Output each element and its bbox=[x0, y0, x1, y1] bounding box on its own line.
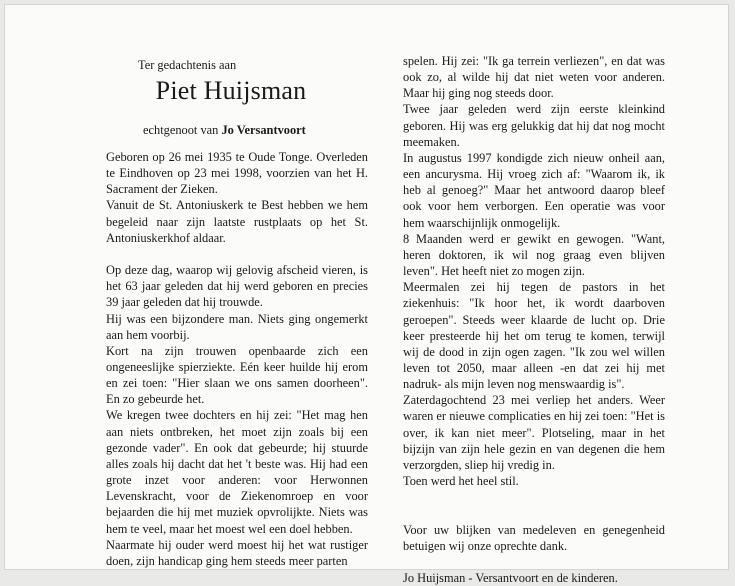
paragraph-thanks: Voor uw blijken van medeleven en genegenheid betuigen wij onze oprechte dank. bbox=[403, 522, 665, 553]
right-column bbox=[403, 53, 665, 586]
paragraph-illness: Kort na zijn trouwen openbaarde zich een ongeneeslijke spierziekte. Eén keer huilde hij erom en zei toen: "Hier slaan we ons samen doorheen". En zo gebeurde het. bbox=[106, 343, 368, 407]
paragraph-months: 8 Maanden werd er gewikt en gewogen. "Want, heren doktoren, ik wil nog graag even blijven leven". Het heeft niet zo mogen zijn. bbox=[403, 231, 665, 279]
spacer bbox=[403, 554, 665, 570]
paragraph-saturday: Zaterdagochtend 23 mei verliep het anders. Weer waren er nieuwe complicaties en hij zei toen: "Het is over, ik kan niet meer". Plotseling, maar in het bijzijn van zijn hele gezin en van degenen die hem verzorgden, sliep hij vredig in. bbox=[403, 393, 665, 472]
paragraph-hospital: Meermalen zei hij tegen de pastors in het ziekenhuis: "Ik hoor het, ik wordt daarboven geroepen". Steeds weer klaarde de lucht op. Drie keer presteerde hij het om terug te komen, terwijl wij de dood in zijn ogen zagen. "Ik zou wel willen leven tot 2050, maar alleen -en dat zei hij met nadruk- als mijn leven nog menswaardig is". bbox=[403, 280, 665, 392]
in-memory-text: Ter gedachtenis aan bbox=[138, 58, 237, 72]
paragraph-later-years: Naarmate hij ouder werd moest hij het wat rustiger doen, zijn handicap ging hem steeds meer parten bbox=[106, 537, 368, 568]
deceased-name: Piet Huijsman bbox=[155, 76, 307, 105]
spacer bbox=[403, 505, 665, 521]
paragraph-anniversary: Op deze dag, waarop wij gelovig afscheid vieren, is het 63 jaar geleden dat hij werd geboren en precies 39 jaar geleden dat hij trouwde. bbox=[106, 263, 368, 310]
left-column bbox=[106, 149, 368, 569]
paragraph-grandchild: Twee jaar geleden werd zijn eerste kleinkind geboren. Hij was erg gelukkig dat hij dat nog mocht meemaken. bbox=[403, 102, 665, 149]
spouse-name: Jo Versantvoort bbox=[221, 123, 306, 137]
spacer bbox=[403, 489, 665, 505]
paragraph-burial: Vanuit de St. Antoniuskerk te Best hebben we hem begeleid naar zijn laatste rustplaats op het St. Antoniuskerkhof aldaar. bbox=[106, 198, 368, 245]
paragraph-silence: Toen werd het heel stil. bbox=[403, 474, 519, 489]
memorial-card bbox=[4, 4, 729, 585]
spouse-line bbox=[143, 123, 306, 138]
paragraph-character: Hij was een bijzondere man. Niets ging ongemerkt aan hem voorbij. bbox=[106, 311, 368, 342]
signature-line: Jo Huijsman - Versantvoort en de kinderen. bbox=[403, 570, 618, 585]
paragraph-birth: Geboren op 26 mei 1935 te Oude Tonge. Overleden te Eindhoven op 23 mei 1998, voorzien van het H. Sacrament der Zieken. bbox=[106, 150, 368, 197]
paragraph-continuation: spelen. Hij zei: "Ik ga terrein verliezen", en dat was ook zo, al wilde hij dat niet weten voor anderen. Maar hij ging nog steeds door. bbox=[403, 54, 665, 101]
spouse-prefix: echtgenoot van bbox=[143, 123, 219, 137]
paragraph-family: We kregen twee dochters en hij zei: "Het mag hen aan niets ontbreken, het moet zijn zoals bij een gezonde vader". En ook dat gebeurde; hij stuurde alles zoals hij dacht dat het 't beste was. Hij had een grote inzet voor anderen: voor Herwonnen Levenskracht, voor de Ziekenomroep en voor bejaarden die hij met muziek opvrolijkte. Niets was hem te veel, maar het moest wel een doel hebben. bbox=[106, 408, 368, 536]
paragraph-aneurysm: In augustus 1997 kondigde zich nieuw onheil aan, een ancurysma. Hij vroeg zich af: "Waarom ik, ik heb al genoeg?" Maar het antwoord daarop bleef ook voor hem verborgen. Een operatie was voor hem waarschijnlijk onmogelijk. bbox=[403, 150, 665, 230]
spacer bbox=[106, 246, 368, 262]
